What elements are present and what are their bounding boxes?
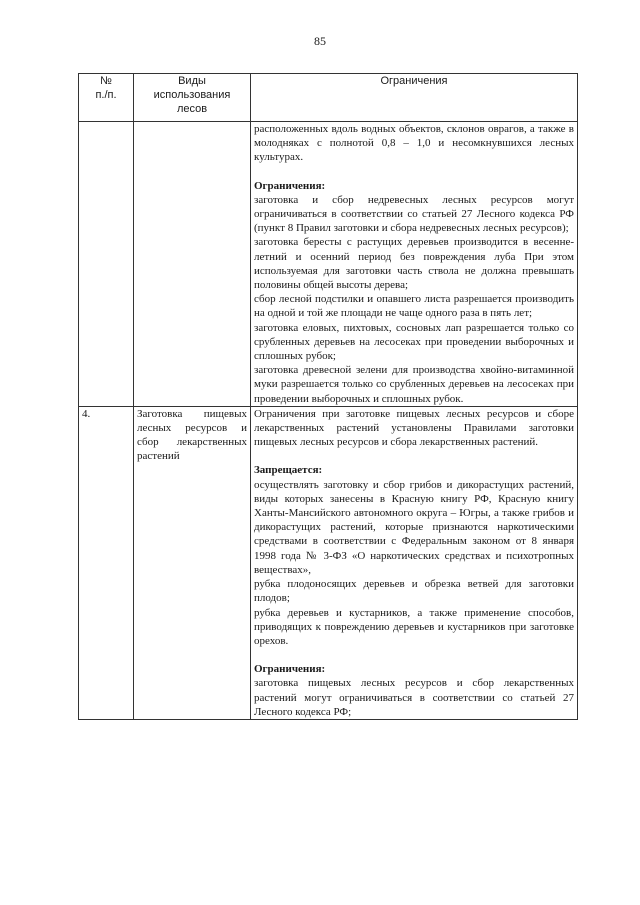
forest-use-type: Заготовка пищевых лесных ресурсов и сбор лекарственных растений	[134, 406, 251, 719]
paragraph: заготовка бересты с растущих деревьев производится в весенне-летний и осенний период без повреждения луба При этом используемая для заготовки часть ствола не должна превышать половины общей высоты дерева;	[254, 236, 574, 292]
paragraph: рубка деревьев и кустарников, а также применение способов, приводящих к повреждению деревьев и кустарников при заготовке орехов.	[254, 606, 574, 647]
section-heading: Ограничения:	[254, 663, 326, 676]
row-number	[79, 122, 134, 407]
table-row	[79, 122, 578, 407]
header-limits: Ограничения	[251, 74, 578, 122]
restrictions-cell	[251, 406, 578, 719]
forest-use-type	[134, 122, 251, 407]
paragraph-gap	[254, 165, 574, 179]
header-num: № п./п.	[79, 74, 134, 122]
paragraph: расположенных вдоль водных объектов, склонов оврагов, а также в молодняках с полнотой 0,8 – 1,0 и несомкнувшихся лесных культурах.	[254, 123, 574, 164]
restrictions-table	[78, 73, 578, 720]
table-row	[79, 406, 578, 719]
row-number: 4.	[79, 406, 134, 719]
paragraph: заготовка еловых, пихтовых, сосновых лап разрешается только со срубленных деревьев на лесосеках при проведении выборочных и сплошных рубок;	[254, 321, 574, 363]
paragraph: сбор лесной подстилки и опавшего листа разрешается производить на одной и той же площади не чаще одного раза в пять лет;	[254, 293, 574, 320]
restrictions-cell	[251, 122, 578, 407]
page-number: 85	[314, 34, 326, 48]
paragraph-gap	[254, 648, 574, 662]
header-use: Виды использования лесов	[134, 74, 251, 122]
paragraph: Ограничения при заготовке пищевых лесных ресурсов и сборе лекарственных растений установлены Правилами заготовки пищевых лесных ресурсов и сбора лекарственных растений.	[254, 407, 574, 449]
paragraph-gap	[254, 449, 574, 463]
paragraph: заготовка и сбор недревесных лесных ресурсов могут ограничиваться в соответствии со статьей 27 Лесного кодекса РФ (пункт 8 Правил заготовки и сбора недревесных лесных ресурсов);	[254, 193, 574, 235]
section-heading: Запрещается:	[254, 464, 323, 477]
paragraph: заготовка древесной зелени для производства хвойно-витаминной муки разрешается только со срубленных деревьев на лесосеках при проведении выборочных и сплошных рубок.	[254, 364, 574, 405]
paragraph: рубка плодоносящих деревьев и обрезка ветвей для заготовки плодов;	[254, 578, 574, 605]
section-heading: Ограничения:	[254, 179, 326, 192]
table-header-row	[79, 74, 578, 122]
paragraph: осуществлять заготовку и сбор грибов и дикорастущих растений, виды которых занесены в Красную книгу РФ, Красную книгу Ханты-Мансийского автономного округа – Югры, а также грибов и дикорастущих растений, которые признаются наркотическими средствами в соответствии с Федеральным законом от 8 января 1998 года № 3-ФЗ «О наркотических средствах и психотропных веществах»,	[254, 478, 574, 576]
paragraph: заготовка пищевых лесных ресурсов и сбор лекарственных растений могут ограничиваться в соответствии со статьей 27 Лесного кодекса РФ;	[254, 677, 574, 718]
